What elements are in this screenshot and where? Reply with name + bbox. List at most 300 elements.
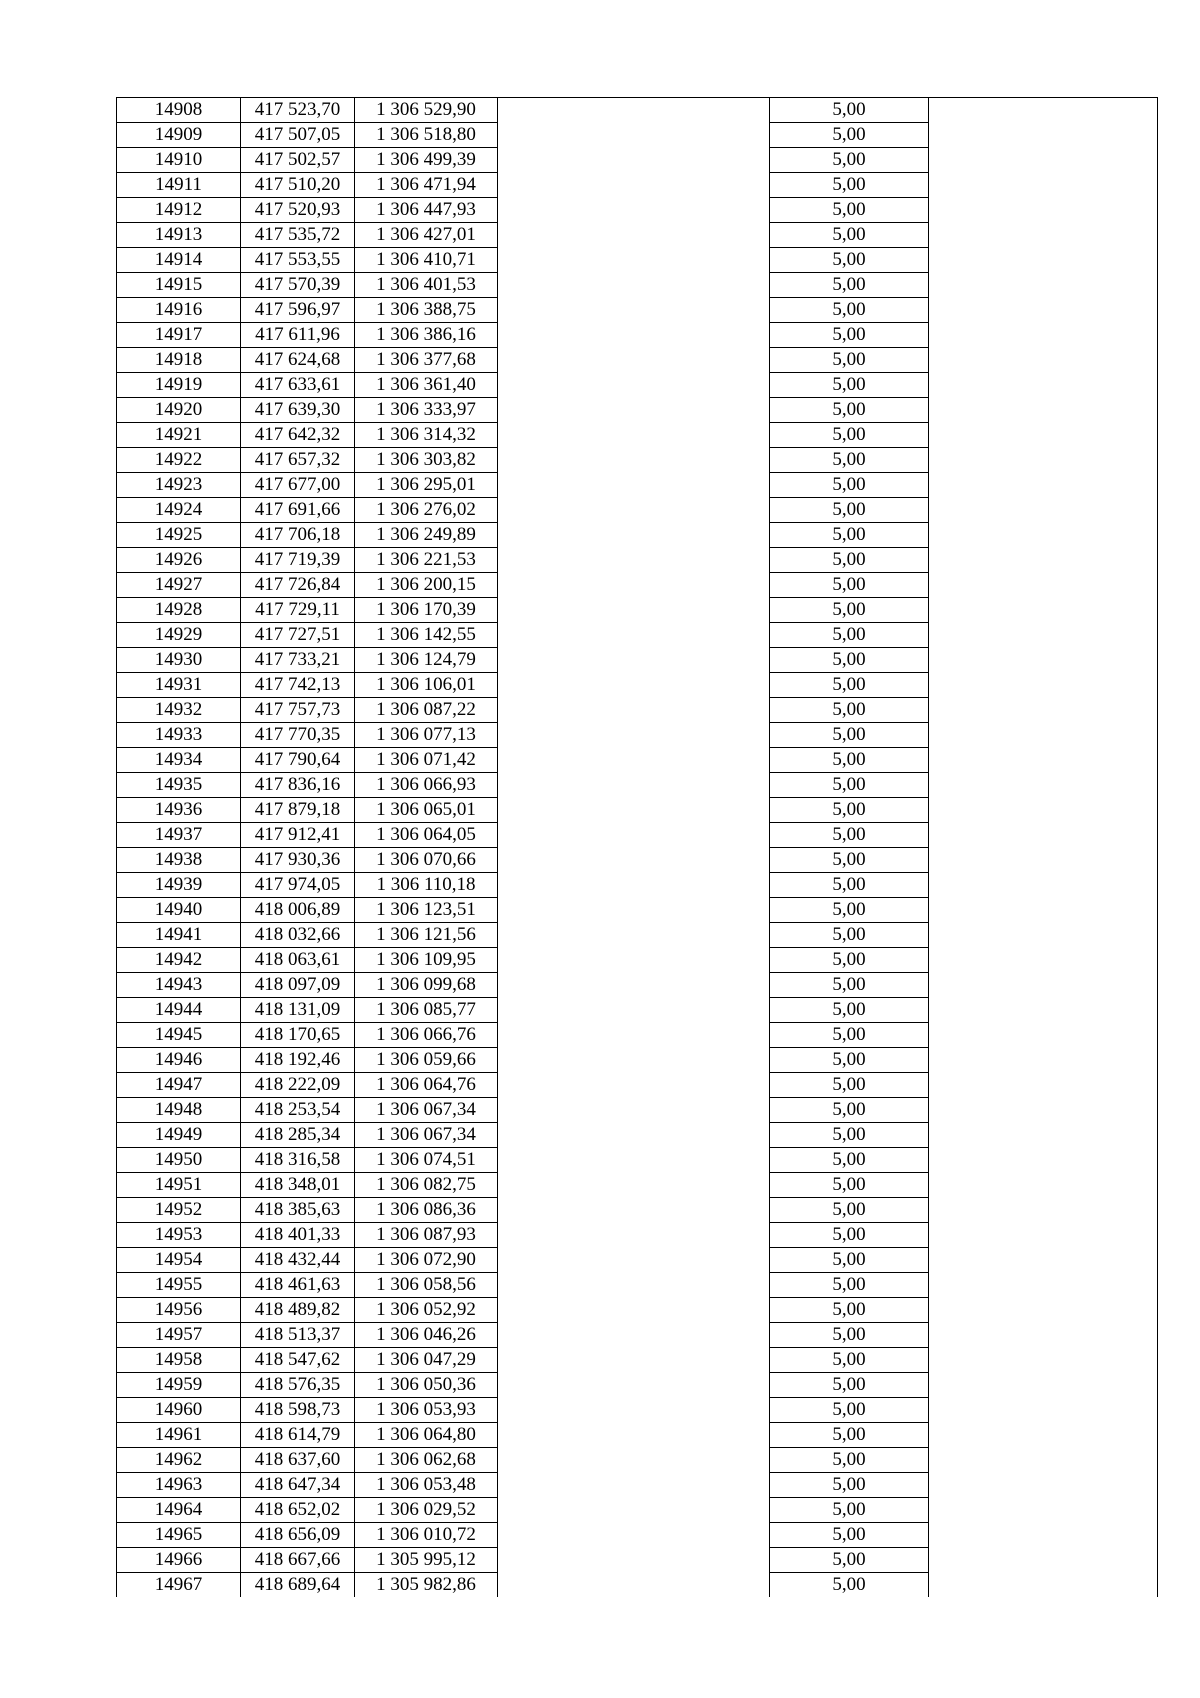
y-coordinate-cell: 1 306 121,56: [355, 923, 498, 948]
empty-cell: [929, 173, 1158, 198]
value-cell: 5,00: [770, 1348, 929, 1373]
empty-cell: [498, 923, 770, 948]
y-coordinate-cell: 1 306 276,02: [355, 498, 498, 523]
value-cell: 5,00: [770, 173, 929, 198]
value-cell: 5,00: [770, 198, 929, 223]
value-cell: 5,00: [770, 673, 929, 698]
x-coordinate-cell: 417 642,32: [241, 423, 355, 448]
table-row: [117, 448, 1158, 473]
empty-cell: [929, 1323, 1158, 1348]
value-cell: 5,00: [770, 498, 929, 523]
value-cell: 5,00: [770, 323, 929, 348]
empty-cell: [929, 798, 1158, 823]
point-number-cell: 14930: [117, 648, 241, 673]
empty-cell: [929, 148, 1158, 173]
x-coordinate-cell: 417 727,51: [241, 623, 355, 648]
x-coordinate-cell: 417 633,61: [241, 373, 355, 398]
empty-cell: [498, 798, 770, 823]
empty-cell: [929, 1173, 1158, 1198]
empty-cell: [929, 723, 1158, 748]
empty-cell: [929, 123, 1158, 148]
empty-cell: [929, 1148, 1158, 1173]
point-number-cell: 14950: [117, 1148, 241, 1173]
empty-cell: [498, 1298, 770, 1323]
x-coordinate-cell: 417 733,21: [241, 648, 355, 673]
point-number-cell: 14926: [117, 548, 241, 573]
empty-cell: [929, 1573, 1158, 1598]
value-cell: 5,00: [770, 423, 929, 448]
empty-cell: [498, 1573, 770, 1598]
x-coordinate-cell: 418 489,82: [241, 1298, 355, 1323]
empty-cell: [498, 1248, 770, 1273]
y-coordinate-cell: 1 306 066,76: [355, 1023, 498, 1048]
empty-cell: [929, 448, 1158, 473]
x-coordinate-cell: 418 576,35: [241, 1373, 355, 1398]
value-cell: 5,00: [770, 448, 929, 473]
value-cell: 5,00: [770, 1048, 929, 1073]
table-row: [117, 173, 1158, 198]
empty-cell: [929, 1023, 1158, 1048]
point-number-cell: 14934: [117, 748, 241, 773]
empty-cell: [929, 573, 1158, 598]
table-row: [117, 1173, 1158, 1198]
y-coordinate-cell: 1 306 303,82: [355, 448, 498, 473]
y-coordinate-cell: 1 306 124,79: [355, 648, 498, 673]
empty-cell: [498, 148, 770, 173]
y-coordinate-cell: 1 306 109,95: [355, 948, 498, 973]
table-row: [117, 323, 1158, 348]
y-coordinate-cell: 1 305 995,12: [355, 1548, 498, 1573]
empty-cell: [498, 1073, 770, 1098]
point-number-cell: 14923: [117, 473, 241, 498]
table-row: [117, 623, 1158, 648]
table-row: [117, 948, 1158, 973]
empty-cell: [929, 398, 1158, 423]
point-number-cell: 14938: [117, 848, 241, 873]
table-row: [117, 823, 1158, 848]
table-row: [117, 1498, 1158, 1523]
table-row: [117, 923, 1158, 948]
table-row: [117, 248, 1158, 273]
y-coordinate-cell: 1 306 123,51: [355, 898, 498, 923]
value-cell: 5,00: [770, 1423, 929, 1448]
value-cell: 5,00: [770, 873, 929, 898]
y-coordinate-cell: 1 306 110,18: [355, 873, 498, 898]
value-cell: 5,00: [770, 698, 929, 723]
point-number-cell: 14964: [117, 1498, 241, 1523]
table-row: [117, 523, 1158, 548]
empty-cell: [929, 1048, 1158, 1073]
value-cell: 5,00: [770, 1523, 929, 1548]
empty-cell: [929, 1423, 1158, 1448]
y-coordinate-cell: 1 306 295,01: [355, 473, 498, 498]
value-cell: 5,00: [770, 473, 929, 498]
value-cell: 5,00: [770, 973, 929, 998]
y-coordinate-cell: 1 306 447,93: [355, 198, 498, 223]
table-row: [117, 398, 1158, 423]
empty-cell: [929, 1373, 1158, 1398]
empty-cell: [498, 1398, 770, 1423]
point-number-cell: 14959: [117, 1373, 241, 1398]
y-coordinate-cell: 1 306 249,89: [355, 523, 498, 548]
y-coordinate-cell: 1 306 427,01: [355, 223, 498, 248]
y-coordinate-cell: 1 306 085,77: [355, 998, 498, 1023]
y-coordinate-cell: 1 306 377,68: [355, 348, 498, 373]
empty-cell: [498, 1498, 770, 1523]
point-number-cell: 14957: [117, 1323, 241, 1348]
empty-cell: [498, 198, 770, 223]
y-coordinate-cell: 1 306 047,29: [355, 1348, 498, 1373]
y-coordinate-cell: 1 306 058,56: [355, 1273, 498, 1298]
empty-cell: [498, 1373, 770, 1398]
empty-cell: [929, 98, 1158, 123]
y-coordinate-cell: 1 306 471,94: [355, 173, 498, 198]
empty-cell: [498, 448, 770, 473]
empty-cell: [498, 673, 770, 698]
empty-cell: [498, 1223, 770, 1248]
table-row: [117, 1373, 1158, 1398]
point-number-cell: 14942: [117, 948, 241, 973]
y-coordinate-cell: 1 306 099,68: [355, 973, 498, 998]
point-number-cell: 14913: [117, 223, 241, 248]
value-cell: 5,00: [770, 273, 929, 298]
x-coordinate-cell: 418 547,62: [241, 1348, 355, 1373]
value-cell: 5,00: [770, 523, 929, 548]
empty-cell: [498, 1423, 770, 1448]
point-number-cell: 14928: [117, 598, 241, 623]
y-coordinate-cell: 1 306 064,80: [355, 1423, 498, 1448]
y-coordinate-cell: 1 306 361,40: [355, 373, 498, 398]
empty-cell: [929, 473, 1158, 498]
empty-cell: [929, 198, 1158, 223]
x-coordinate-cell: 418 170,65: [241, 1023, 355, 1048]
empty-cell: [498, 573, 770, 598]
table-row: [117, 1098, 1158, 1123]
empty-cell: [929, 1123, 1158, 1148]
x-coordinate-cell: 418 598,73: [241, 1398, 355, 1423]
table-row: [117, 1048, 1158, 1073]
empty-cell: [498, 548, 770, 573]
value-cell: 5,00: [770, 298, 929, 323]
empty-cell: [929, 1548, 1158, 1573]
empty-cell: [929, 1298, 1158, 1323]
value-cell: 5,00: [770, 373, 929, 398]
value-cell: 5,00: [770, 623, 929, 648]
table-row: [117, 673, 1158, 698]
empty-cell: [929, 1498, 1158, 1523]
empty-cell: [498, 898, 770, 923]
point-number-cell: 14924: [117, 498, 241, 523]
value-cell: 5,00: [770, 123, 929, 148]
empty-cell: [498, 1173, 770, 1198]
empty-cell: [929, 898, 1158, 923]
value-cell: 5,00: [770, 1548, 929, 1573]
table-row: [117, 1348, 1158, 1373]
empty-cell: [498, 1023, 770, 1048]
point-number-cell: 14919: [117, 373, 241, 398]
table-row: [117, 123, 1158, 148]
point-number-cell: 14931: [117, 673, 241, 698]
point-number-cell: 14958: [117, 1348, 241, 1373]
empty-cell: [929, 698, 1158, 723]
value-cell: 5,00: [770, 1073, 929, 1098]
table-row: [117, 723, 1158, 748]
empty-cell: [929, 673, 1158, 698]
empty-cell: [498, 348, 770, 373]
point-number-cell: 14963: [117, 1473, 241, 1498]
empty-cell: [929, 1098, 1158, 1123]
empty-cell: [498, 623, 770, 648]
empty-cell: [498, 848, 770, 873]
x-coordinate-cell: 417 596,97: [241, 298, 355, 323]
x-coordinate-cell: 417 790,64: [241, 748, 355, 773]
y-coordinate-cell: 1 306 067,34: [355, 1098, 498, 1123]
empty-cell: [929, 498, 1158, 523]
empty-cell: [498, 298, 770, 323]
table-row: [117, 698, 1158, 723]
table-row: [117, 1073, 1158, 1098]
table-row: [117, 1298, 1158, 1323]
x-coordinate-cell: 418 647,34: [241, 1473, 355, 1498]
empty-cell: [498, 98, 770, 123]
table-row: [117, 1023, 1158, 1048]
x-coordinate-cell: 417 535,72: [241, 223, 355, 248]
value-cell: 5,00: [770, 248, 929, 273]
table-row: [117, 1223, 1158, 1248]
point-number-cell: 14954: [117, 1248, 241, 1273]
x-coordinate-cell: 418 063,61: [241, 948, 355, 973]
table-row: [117, 498, 1158, 523]
y-coordinate-cell: 1 306 065,01: [355, 798, 498, 823]
point-number-cell: 14916: [117, 298, 241, 323]
x-coordinate-cell: 418 656,09: [241, 1523, 355, 1548]
x-coordinate-cell: 418 006,89: [241, 898, 355, 923]
point-number-cell: 14943: [117, 973, 241, 998]
empty-cell: [498, 498, 770, 523]
value-cell: 5,00: [770, 1023, 929, 1048]
table-row: [117, 573, 1158, 598]
y-coordinate-cell: 1 305 982,86: [355, 1573, 498, 1598]
table-row: [117, 148, 1158, 173]
x-coordinate-cell: 417 691,66: [241, 498, 355, 523]
y-coordinate-cell: 1 306 053,93: [355, 1398, 498, 1423]
empty-cell: [498, 1473, 770, 1498]
point-number-cell: 14925: [117, 523, 241, 548]
empty-cell: [498, 323, 770, 348]
value-cell: 5,00: [770, 348, 929, 373]
point-number-cell: 14927: [117, 573, 241, 598]
empty-cell: [929, 873, 1158, 898]
empty-cell: [498, 648, 770, 673]
table-row: [117, 1523, 1158, 1548]
empty-cell: [498, 598, 770, 623]
empty-cell: [498, 948, 770, 973]
empty-cell: [929, 1273, 1158, 1298]
point-number-cell: 14965: [117, 1523, 241, 1548]
y-coordinate-cell: 1 306 142,55: [355, 623, 498, 648]
x-coordinate-cell: 417 729,11: [241, 598, 355, 623]
x-coordinate-cell: 418 385,63: [241, 1198, 355, 1223]
y-coordinate-cell: 1 306 064,76: [355, 1073, 498, 1098]
table-body: [117, 98, 1158, 1598]
x-coordinate-cell: 418 513,37: [241, 1323, 355, 1348]
point-number-cell: 14936: [117, 798, 241, 823]
y-coordinate-cell: 1 306 087,93: [355, 1223, 498, 1248]
table-row: [117, 423, 1158, 448]
x-coordinate-cell: 418 032,66: [241, 923, 355, 948]
value-cell: 5,00: [770, 1448, 929, 1473]
table-row: [117, 473, 1158, 498]
table-row: [117, 1548, 1158, 1573]
point-number-cell: 14920: [117, 398, 241, 423]
empty-cell: [498, 1523, 770, 1548]
value-cell: 5,00: [770, 1123, 929, 1148]
empty-cell: [498, 123, 770, 148]
point-number-cell: 14962: [117, 1448, 241, 1473]
x-coordinate-cell: 417 624,68: [241, 348, 355, 373]
empty-cell: [498, 423, 770, 448]
x-coordinate-cell: 417 757,73: [241, 698, 355, 723]
empty-cell: [929, 848, 1158, 873]
value-cell: 5,00: [770, 773, 929, 798]
empty-cell: [929, 948, 1158, 973]
value-cell: 5,00: [770, 1323, 929, 1348]
empty-cell: [498, 398, 770, 423]
empty-cell: [929, 998, 1158, 1023]
x-coordinate-cell: 418 637,60: [241, 1448, 355, 1473]
y-coordinate-cell: 1 306 221,53: [355, 548, 498, 573]
empty-cell: [498, 973, 770, 998]
x-coordinate-cell: 418 348,01: [241, 1173, 355, 1198]
empty-cell: [498, 723, 770, 748]
y-coordinate-cell: 1 306 066,93: [355, 773, 498, 798]
empty-cell: [498, 223, 770, 248]
value-cell: 5,00: [770, 98, 929, 123]
x-coordinate-cell: 418 192,46: [241, 1048, 355, 1073]
table-row: [117, 198, 1158, 223]
point-number-cell: 14918: [117, 348, 241, 373]
value-cell: 5,00: [770, 1398, 929, 1423]
y-coordinate-cell: 1 306 333,97: [355, 398, 498, 423]
table-row: [117, 1273, 1158, 1298]
empty-cell: [498, 1548, 770, 1573]
value-cell: 5,00: [770, 1498, 929, 1523]
x-coordinate-cell: 418 614,79: [241, 1423, 355, 1448]
table-row: [117, 1398, 1158, 1423]
table-row: [117, 273, 1158, 298]
x-coordinate-cell: 417 677,00: [241, 473, 355, 498]
value-cell: 5,00: [770, 948, 929, 973]
point-number-cell: 14949: [117, 1123, 241, 1148]
y-coordinate-cell: 1 306 314,32: [355, 423, 498, 448]
point-number-cell: 14948: [117, 1098, 241, 1123]
point-number-cell: 14966: [117, 1548, 241, 1573]
empty-cell: [498, 698, 770, 723]
empty-cell: [498, 1048, 770, 1073]
value-cell: 5,00: [770, 723, 929, 748]
empty-cell: [929, 1398, 1158, 1423]
x-coordinate-cell: 418 461,63: [241, 1273, 355, 1298]
table-row: [117, 348, 1158, 373]
point-number-cell: 14955: [117, 1273, 241, 1298]
empty-cell: [498, 273, 770, 298]
value-cell: 5,00: [770, 748, 929, 773]
y-coordinate-cell: 1 306 082,75: [355, 1173, 498, 1198]
y-coordinate-cell: 1 306 401,53: [355, 273, 498, 298]
point-number-cell: 14909: [117, 123, 241, 148]
x-coordinate-cell: 417 502,57: [241, 148, 355, 173]
x-coordinate-cell: 417 930,36: [241, 848, 355, 873]
x-coordinate-cell: 417 770,35: [241, 723, 355, 748]
table-row: [117, 998, 1158, 1023]
point-number-cell: 14921: [117, 423, 241, 448]
value-cell: 5,00: [770, 598, 929, 623]
y-coordinate-cell: 1 306 072,90: [355, 1248, 498, 1273]
empty-cell: [929, 623, 1158, 648]
y-coordinate-cell: 1 306 087,22: [355, 698, 498, 723]
value-cell: 5,00: [770, 848, 929, 873]
y-coordinate-cell: 1 306 200,15: [355, 573, 498, 598]
table-row: [117, 973, 1158, 998]
table-row: [117, 798, 1158, 823]
empty-cell: [929, 1523, 1158, 1548]
x-coordinate-cell: 418 667,66: [241, 1548, 355, 1573]
empty-cell: [498, 248, 770, 273]
point-number-cell: 14932: [117, 698, 241, 723]
empty-cell: [929, 773, 1158, 798]
empty-cell: [929, 223, 1158, 248]
value-cell: 5,00: [770, 398, 929, 423]
table-row: [117, 1423, 1158, 1448]
x-coordinate-cell: 418 432,44: [241, 1248, 355, 1273]
table-row: [117, 598, 1158, 623]
empty-cell: [498, 173, 770, 198]
empty-cell: [929, 423, 1158, 448]
empty-cell: [498, 1273, 770, 1298]
table-row: [117, 1123, 1158, 1148]
empty-cell: [929, 748, 1158, 773]
point-number-cell: 14953: [117, 1223, 241, 1248]
empty-cell: [929, 1223, 1158, 1248]
empty-cell: [929, 1348, 1158, 1373]
y-coordinate-cell: 1 306 070,66: [355, 848, 498, 873]
point-number-cell: 14956: [117, 1298, 241, 1323]
point-number-cell: 14910: [117, 148, 241, 173]
table-row: [117, 1573, 1158, 1598]
empty-cell: [929, 1073, 1158, 1098]
table-row: [117, 1148, 1158, 1173]
x-coordinate-cell: 417 879,18: [241, 798, 355, 823]
x-coordinate-cell: 417 639,30: [241, 398, 355, 423]
empty-cell: [498, 1123, 770, 1148]
y-coordinate-cell: 1 306 062,68: [355, 1448, 498, 1473]
value-cell: 5,00: [770, 223, 929, 248]
table-row: [117, 748, 1158, 773]
x-coordinate-cell: 417 719,39: [241, 548, 355, 573]
point-number-cell: 14939: [117, 873, 241, 898]
value-cell: 5,00: [770, 1148, 929, 1173]
value-cell: 5,00: [770, 1298, 929, 1323]
table-row: [117, 1248, 1158, 1273]
x-coordinate-cell: 418 131,09: [241, 998, 355, 1023]
y-coordinate-cell: 1 306 067,34: [355, 1123, 498, 1148]
point-number-cell: 14929: [117, 623, 241, 648]
y-coordinate-cell: 1 306 046,26: [355, 1323, 498, 1348]
point-number-cell: 14933: [117, 723, 241, 748]
x-coordinate-cell: 417 510,20: [241, 173, 355, 198]
point-number-cell: 14922: [117, 448, 241, 473]
x-coordinate-cell: 417 611,96: [241, 323, 355, 348]
